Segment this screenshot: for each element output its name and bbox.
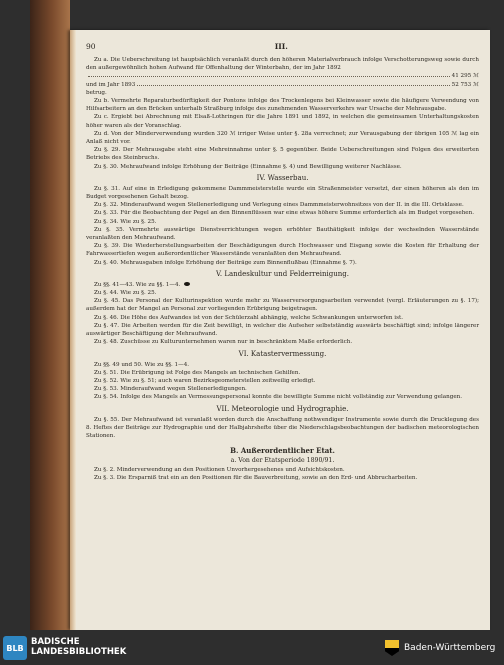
section-b-title: B. Außerordentlicher Etat.: [230, 446, 335, 456]
leader-dots: [137, 84, 449, 86]
library-name-line2: LANDESBIBLIOTHEK: [31, 647, 127, 657]
section-vi-paragraph: Zu §. 54. Infolge des Mangels an Vermessungspersonal konnte die bewilligte Summe nicht vollständig zur Verwendung gelangen.: [94, 394, 463, 401]
paragraph-b: Zu b. Vermehrte Reparaturbedürftigkeit der Pontons infolge des Trockenlegens bei Kleinwasser sowie die häufigere Verwendung von Hilfsarbeitern an den Brücken unterhalb Straßburg infolge des zunehmenden Wasserverkehrs war Ursache der Mehrausgabe.: [86, 98, 479, 113]
section-iv-paragraph: Zu §. 34. Wie zu §. 25.: [94, 218, 157, 225]
section-v-paragraph: Zu §. 46. Die Höhe des Aufwandes ist von der Schülerzahl abhängig, welche Schwankungen unterworfen ist.: [94, 314, 403, 321]
page-content: [86, 42, 479, 483]
leader-dots: [88, 75, 450, 77]
section-vii-title: VII. Meteorologie und Hydrographie.: [216, 404, 349, 413]
section-iv-paragraph: Zu §. 40. Mehrausgaben infolge Erhöhung der Beiträge zum Binnenflußbau (Einnahme §. 7).: [94, 259, 357, 266]
page-number: 90: [86, 42, 96, 51]
section-v-paragraph: Zu §. 47. Die Arbeiten werden für die Zeit bewilligt, in welcher die Aufseher selbstständig auswärts beschäftigt sind; infolge längerer auswärtiger Beschäftigung der Mehraufwand.: [86, 322, 479, 338]
section-iv-paragraph: Zu §. 33. Für die Beobachtung der Pegel an den Binnenflüssen war eine etwas höhere Summe erforderlich als im Budget vorgesehen.: [94, 210, 474, 217]
blb-logo-icon[interactable]: BLB: [3, 636, 27, 660]
ink-blot: [184, 282, 190, 286]
section-vi-paragraph: Zu §. 53. Minderaufwand wegen Stellenerledigungen.: [94, 386, 247, 393]
section-vi-paragraph: Zu §§. 49 und 50. Wie zu §§. 1—4.: [94, 361, 190, 368]
section-v-title: V. Landeskultur und Felderreinigung.: [216, 269, 349, 278]
paragraph-a-leader-1: [86, 56, 479, 72]
paragraph-c: Zu c. Ergiebt bei Abrechnung mit Elsaß-Lothringen für die Jahre 1891 und 1892, in welchen die gemeinsamen Unterhaltungskosten höher waren als der Voranschlag.: [86, 114, 479, 129]
section-v-paragraph: Zu §. 44. Wie zu §. 25.: [94, 290, 157, 297]
page-header: [86, 42, 479, 52]
leader-label-1893: und im Jahr 1893: [86, 81, 136, 88]
leader-row-1: [86, 72, 479, 80]
section-v-paragraph: [86, 281, 479, 289]
section-numeral: III.: [274, 42, 288, 51]
leader-row-2: [86, 81, 479, 89]
section-v-paragraph: Zu §. 48. Zuschüsse zu Kulturunternehmen waren nur in beschränktem Maße erforderlich.: [94, 339, 353, 346]
library-name-line1: BADISCHE: [31, 637, 80, 647]
section-iv-paragraph: Zu §. 39. Die Wiederherstellungsarbeiten der Beschädigungen durch Hochwasser und Eisgang sowie die Kosten für Erhaltung der Fahrwassertiefen wegen außerordentlicher Wasserstände veranlaßten den Mehraufwand.: [86, 243, 479, 258]
section-b-paragraph: Zu §. 3. Die Ersparniß trat ein an den Positionen für die Bauverbreitung, sowie an den Erd- und Abbrucharbeiten.: [94, 475, 418, 482]
page-edge: [70, 30, 76, 630]
section-iv-paragraph: Zu §. 35. Vermehrte auswärtige Dienstverrichtungen wegen erhöhter Bauthätigkeit infolge der wechselnden Wasserstände veranlaßten den Mehraufwand.: [86, 226, 479, 242]
document-page: [70, 30, 490, 630]
book-spine: [30, 0, 70, 640]
section-vii-paragraph: Zu §. 55. Der Mehraufwand ist veranlaßt worden durch die Anschaffung nothwendiger Instrumente sowie durch die Drucklegung des 8. Heftes der Beiträge zur Hydrographie und der Halbjahrshefte über die Niederschlagsbeobachtungen der badischen meteorologischen Stationen.: [86, 416, 479, 439]
library-name: [31, 637, 126, 657]
paragraph-30: Zu §. 30. Mehraufwand infolge Erhöhung der Beiträge (Einnahme §. 4) und Bewilligung weiterer Nachlässe.: [94, 163, 402, 170]
section-vi-title: VI. Katastervermessung.: [238, 349, 327, 358]
section-v-text: Zu §§. 41—43. Wie zu §§. 1—4.: [94, 281, 181, 288]
section-vi-paragraph: Zu §. 52. Wie zu §. 51; auch waren Bezirksgeometerstellen zeitweilig erledigt.: [94, 377, 316, 384]
paragraph-a: Zu a. Die Ueberschreitung ist hauptsächlich veranlaßt durch den höheren Materialverbrauch infolge Verschotterungsweg sowie durch den außergewöhnlich hohen Aufwand für Offenhaltung der Winterbahn, der im Jahr 1892: [86, 57, 479, 72]
state-name: Baden-Württemberg: [404, 643, 496, 653]
paragraph-betrug: betrug.: [86, 89, 107, 96]
section-vi-paragraph: Zu §. 51. Die Erübrigung ist Folge des Mangels an technischen Gehilfen.: [94, 369, 301, 376]
section-v-paragraph: Zu §. 45. Das Personal der Kulturinspektion wurde mehr zu Wasserversorgungsarbeiten verwendet (vergl. Erläuterungen zu §. 17); außerdem hat der Mangel an Personal zur vorliegenden Erübrigung beigetragen.: [86, 298, 479, 313]
section-iv-title: IV. Wasserbau.: [256, 173, 309, 182]
paragraph-d: Zu d. Von der Minderverwendung wurden 320 ℳ irriger Weise unter §. 28a verrechnet; zur Verausgabung der übrigen 105 ℳ lag ein Anlaß nicht vor.: [86, 130, 479, 146]
section-iv-paragraph: Zu §. 32. Minderaufwand wegen Stellenerledigung und Verlegung eines Dammmeisterwohnsitzes von der II. in die III. Ortsklasse.: [94, 202, 464, 209]
section-b-paragraph: Zu §. 2. Minderverwendung an den Positionen Unvorhergesehenes und Aufsichtskosten.: [94, 467, 345, 474]
section-b-subtitle: a. Von der Etatsperiode 1890/91.: [230, 457, 335, 465]
leader-value-1892: 41 295 ℳ: [451, 73, 479, 80]
leader-value-1893: 52 753 ℳ: [451, 81, 479, 88]
paragraph-29: Zu §. 29. Der Mehrausgabe steht eine Mehreinnahme unter §. 5 gegenüber. Beide Ueberschreitungen sind Folgen des erweiterten Betriebs des Steinbruchs.: [86, 147, 479, 162]
section-iv-paragraph: Zu §. 31. Auf eine in Erledigung gekommene Dammmeisterstelle wurde ein Straßenmeister versetzt, der einen höheren als den im Budget vorgesehenen Gehalt bezog.: [86, 185, 479, 201]
